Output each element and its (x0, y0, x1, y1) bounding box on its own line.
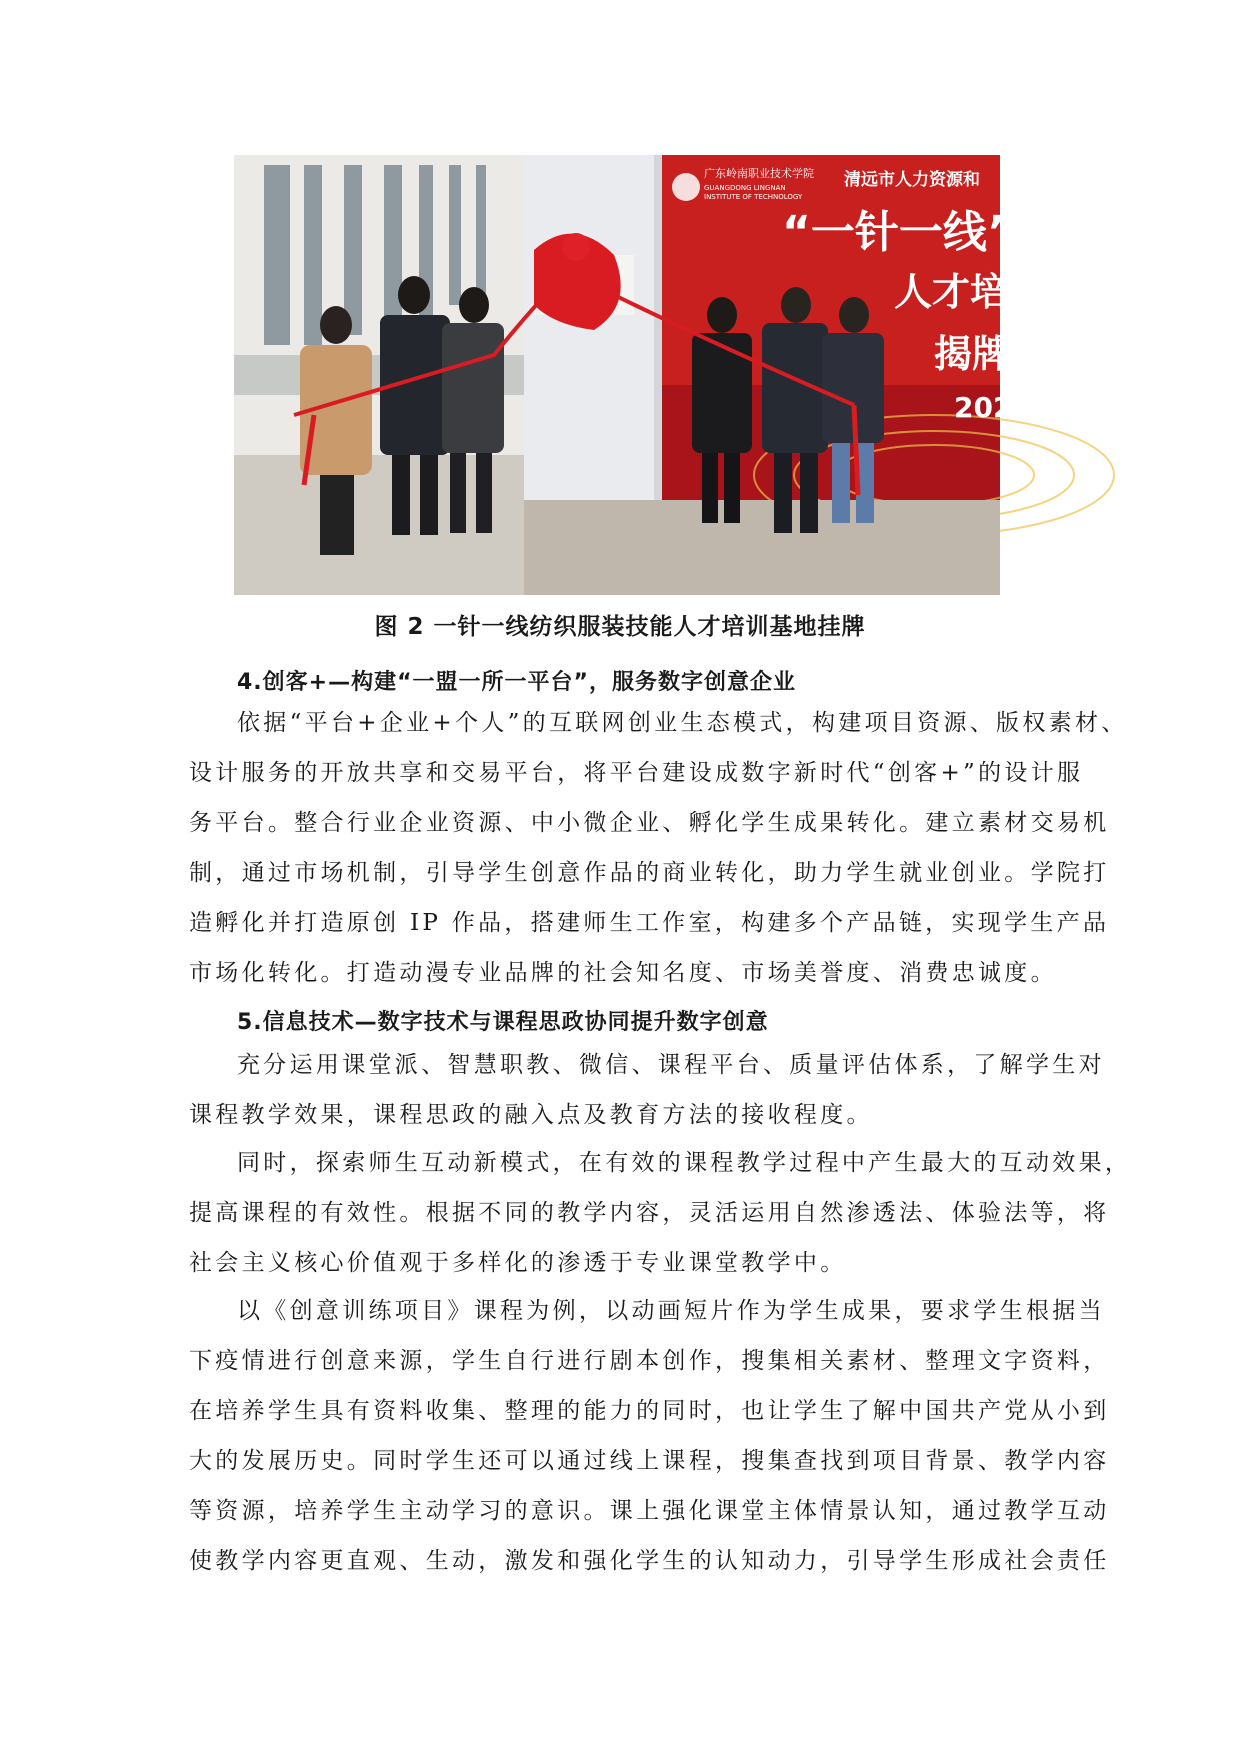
paragraph-line: 等资源，培养学生主动学习的意识。课上强化课堂主体情景认知，通过教学互动 (189, 1498, 1110, 1524)
paragraph-line: 使教学内容更直观、生动，激发和强化学生的认知动力，引导学生形成社会责任 (189, 1548, 1110, 1574)
banner-line-3: 人才培 (894, 270, 1009, 314)
paragraph-line: 制，通过市场机制，引导学生创意作品的商业转化，助力学生就业创业。学院打 (189, 860, 1110, 886)
paragraph-line: 社会主义核心价值观于多样化的渗透于专业课堂教学中。 (189, 1250, 847, 1276)
ceremony-photo (234, 155, 1016, 595)
logo-en-2: INSTITUTE OF TECHNOLOGY (704, 193, 803, 201)
banner-line-5: 202 (954, 391, 1013, 424)
paragraph-line: 依据“平台+企业+个人”的互联网创业生态模式，构建项目资源、版权素材、 (237, 710, 1128, 736)
section-heading-5: 5.信息技术—数字技术与课程思政协同提升数字创意 (237, 1010, 769, 1035)
figure-caption: 图 2 一针一线纺织服装技能人才培训基地挂牌 (374, 614, 866, 640)
paragraph-line: 同时，探索师生互动新模式，在有效的课程教学过程中产生最大的互动效果， (237, 1150, 1132, 1176)
paragraph-line: 下疫情进行创意来源，学生自行进行剧本创作，搜集相关素材、整理文字资料， (189, 1348, 1110, 1374)
paragraph-1 (189, 698, 1128, 998)
banner-line-2: “一针一线” (782, 207, 1016, 258)
paragraph-line: 造孵化并打造原创 IP 作品，搭建师生工作室，构建多个产品链，实现学生产品 (189, 910, 1110, 936)
banner-line-4: 揭牌 (934, 332, 1011, 376)
paragraph-line: 市场化转化。打造动漫专业品牌的社会知名度、市场美誉度、消费忠诚度。 (189, 960, 1057, 986)
paragraph-2 (189, 1040, 1105, 1140)
logo-cn: 广东岭南职业技术学院 (704, 167, 814, 180)
banner-line-1: 清远市人力资源和 (844, 170, 980, 190)
logo-en-1: GUANGDONG LINGNAN (704, 184, 786, 192)
paragraph-line: 充分运用课堂派、智慧职教、微信、课程平台、质量评估体系，了解学生对 (237, 1052, 1105, 1078)
paragraph-3 (189, 1138, 1132, 1288)
paragraph-line: 大的发展历史。同时学生还可以通过线上课程，搜集查找到项目背景、教学内容 (189, 1448, 1110, 1474)
paragraph-line: 设计服务的开放共享和交易平台，将平台建设成数字新时代“创客+”的设计服 (189, 760, 1084, 786)
section-heading-4: 4.创客+—构建“一盟一所一平台”，服务数字创意企业 (237, 670, 797, 695)
paragraph-line: 提高课程的有效性。根据不同的教学内容，灵活运用自然渗透法、体验法等，将 (189, 1200, 1110, 1226)
paragraph-line: 课程教学效果，课程思政的融入点及教育方法的接收程度。 (189, 1102, 873, 1128)
paragraph-line: 务平台。整合行业企业资源、中小微企业、孵化学生成果转化。建立素材交易机 (189, 810, 1110, 836)
college-logo-icon (672, 173, 700, 201)
paragraph-line: 以《创意训练项目》课程为例，以动画短片作为学生成果，要求学生根据当 (237, 1298, 1105, 1324)
paragraph-4 (189, 1286, 1110, 1586)
paragraph-line: 在培养学生具有资料收集、整理的能力的同时，也让学生了解中国共产党从小到 (189, 1398, 1110, 1424)
